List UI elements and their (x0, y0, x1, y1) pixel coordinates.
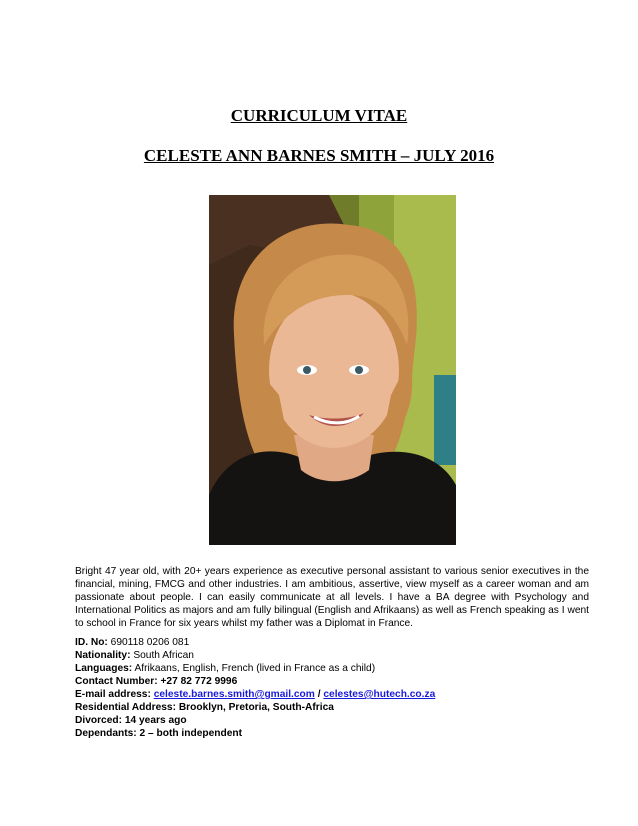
divorced-label: Divorced: (75, 715, 122, 726)
email-row (75, 688, 595, 701)
languages-row (75, 662, 595, 675)
email-separator: / (317, 689, 321, 700)
address-value: Brooklyn, Pretoria, South-Africa (178, 702, 334, 713)
email-link-gmail[interactable]: celeste.barnes.smith@gmail.com (153, 689, 315, 700)
email-label: E-mail address: (75, 689, 151, 700)
document-title: CURRICULUM VITAE (230, 106, 408, 125)
divorced-row (75, 714, 595, 727)
languages-label: Languages: (75, 663, 133, 674)
id-label: ID. No: (75, 637, 108, 648)
nationality-value: South African (133, 650, 194, 661)
id-value: 690118 0206 081 (110, 637, 190, 648)
contact-value: +27 82 772 9996 (160, 676, 238, 687)
id-row (75, 636, 595, 649)
document-subtitle: CELESTE ANN BARNES SMITH – JULY 2016 (143, 146, 495, 165)
address-label: Residential Address: (75, 702, 176, 713)
divorced-value: 14 years ago (124, 715, 187, 726)
email-link-hutech[interactable]: celestes@hutech.co.za (323, 689, 436, 700)
contact-row (75, 675, 595, 688)
dependants-row (75, 727, 595, 740)
address-row (75, 701, 595, 714)
dependants-value: 2 – both independent (139, 728, 242, 739)
dependants-label: Dependants: (75, 728, 137, 739)
personal-details (75, 636, 595, 740)
nationality-row (75, 649, 595, 662)
languages-value: Afrikaans, English, French (lived in France as a child) (134, 663, 376, 674)
profile-summary: Bright 47 year old, with 20+ years experience as executive personal assistant to various senior executives in the financial, mining, FMCG and other industries. I am ambitious, assertive, view myself as a career woman and am passionate about people. I can easily communicate at all levels. I have a BA degree with Psychology and International Politics as majors and am fully bilingual (English and Afrikaans) as well as French speaking as I went to school in France for six years whilst my father was a Diplomat in France. (75, 566, 589, 629)
portrait-photo (209, 195, 456, 545)
nationality-label: Nationality: (75, 650, 131, 661)
contact-label: Contact Number: (75, 676, 158, 687)
